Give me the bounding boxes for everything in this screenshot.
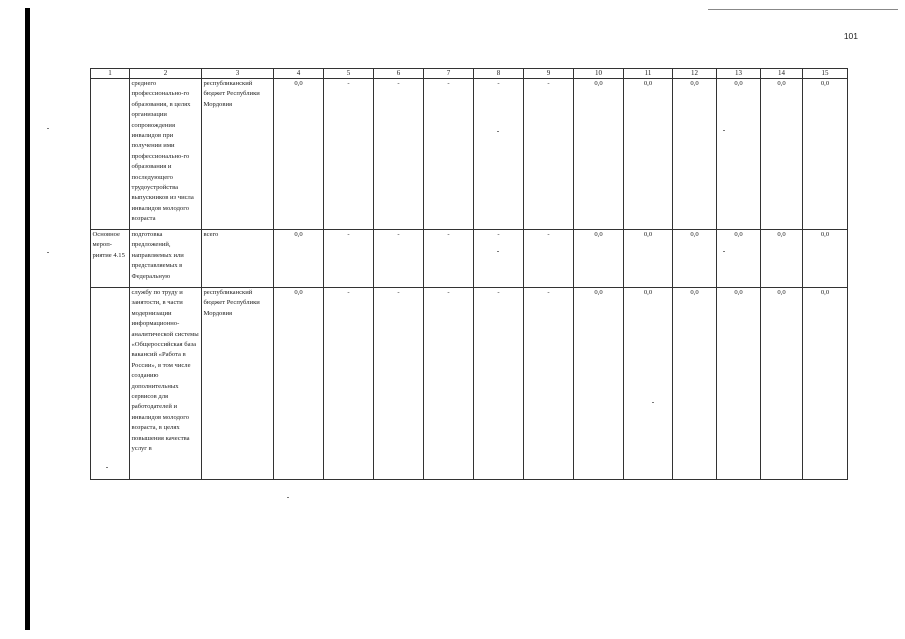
value-cell: 0,0 <box>673 288 717 480</box>
header-cell: 2 <box>130 69 202 79</box>
header-cell: 11 <box>624 69 673 79</box>
header-cell: 1 <box>91 69 130 79</box>
header-cell: 3 <box>202 69 274 79</box>
value-cell: 0,0 <box>274 230 324 288</box>
header-cell: 4 <box>274 69 324 79</box>
value-cell: - <box>374 79 424 230</box>
scan-top-line <box>708 9 898 10</box>
description-cell: службу по труду и занятости, в части модернизации информационно-аналитической системы «Общероссийская база вакансий «Работа в России», в том числе созданию дополнительных сервисов для работодателей и инвалидов молодого возраста, в целях повышения качества услуг в <box>130 288 202 480</box>
source-cell: всего <box>202 230 274 288</box>
header-cell: 14 <box>761 69 803 79</box>
value-cell: 0,0 <box>761 288 803 480</box>
value-cell: - <box>424 79 474 230</box>
value-cell: 0,0 <box>761 79 803 230</box>
value-cell: 0,0 <box>803 288 848 480</box>
header-cell: 9 <box>524 69 574 79</box>
activity-cell <box>91 79 130 230</box>
value-cell: - <box>424 230 474 288</box>
scan-speck <box>47 128 49 129</box>
value-cell: - <box>374 230 424 288</box>
value-cell: - <box>324 230 374 288</box>
value-cell: 0,0 <box>673 79 717 230</box>
table-row <box>91 79 848 230</box>
activity-cell <box>91 288 130 480</box>
value-cell: 0,0 <box>803 230 848 288</box>
header-cell: 12 <box>673 69 717 79</box>
value-cell: 0,0 <box>624 79 673 230</box>
description-cell: среднего профессионально-го образования, в целях организации сопровождения инвалидов при получении ими профессионально-го образования и последующего трудоустройства выпускников из числа инвалидов молодого возраста <box>130 79 202 230</box>
table-row <box>91 288 848 480</box>
value-cell: 0,0 <box>624 288 673 480</box>
value-cell: 0,0 <box>717 230 761 288</box>
value-cell: 0,0 <box>574 288 624 480</box>
header-cell: 15 <box>803 69 848 79</box>
value-cell: 0,0 <box>761 230 803 288</box>
value-cell: - <box>524 79 574 230</box>
value-cell: - <box>424 288 474 480</box>
source-cell: республиканский бюджет Республики Мордовия <box>202 288 274 480</box>
scan-edge-bar <box>25 8 30 630</box>
header-cell: 7 <box>424 69 474 79</box>
header-cell: 13 <box>717 69 761 79</box>
description-cell: подготовка предложений, направляемых или представляемых в Федеральную <box>130 230 202 288</box>
value-cell: - <box>374 288 424 480</box>
value-cell: - <box>474 230 524 288</box>
header-cell: 8 <box>474 69 524 79</box>
header-cell: 6 <box>374 69 424 79</box>
value-cell: - <box>324 79 374 230</box>
value-cell: 0,0 <box>574 230 624 288</box>
value-cell: - <box>474 288 524 480</box>
value-cell: - <box>524 230 574 288</box>
value-cell: 0,0 <box>717 288 761 480</box>
budget-table <box>90 68 848 480</box>
value-cell: - <box>324 288 374 480</box>
value-cell: 0,0 <box>673 230 717 288</box>
value-cell: 0,0 <box>803 79 848 230</box>
scan-speck <box>47 252 49 253</box>
value-cell: 0,0 <box>574 79 624 230</box>
value-cell: 0,0 <box>624 230 673 288</box>
table-row <box>91 230 848 288</box>
value-cell: 0,0 <box>717 79 761 230</box>
page-number: 101 <box>843 31 858 41</box>
table-header-row <box>91 69 848 79</box>
scan-speck <box>287 497 289 498</box>
activity-cell: Основное мероп-риятие 4.15 <box>91 230 130 288</box>
header-cell: 10 <box>574 69 624 79</box>
value-cell: - <box>524 288 574 480</box>
source-cell: республиканский бюджет Республики Мордовия <box>202 79 274 230</box>
header-cell: 5 <box>324 69 374 79</box>
value-cell: 0,0 <box>274 79 324 230</box>
value-cell: - <box>474 79 524 230</box>
value-cell: 0,0 <box>274 288 324 480</box>
